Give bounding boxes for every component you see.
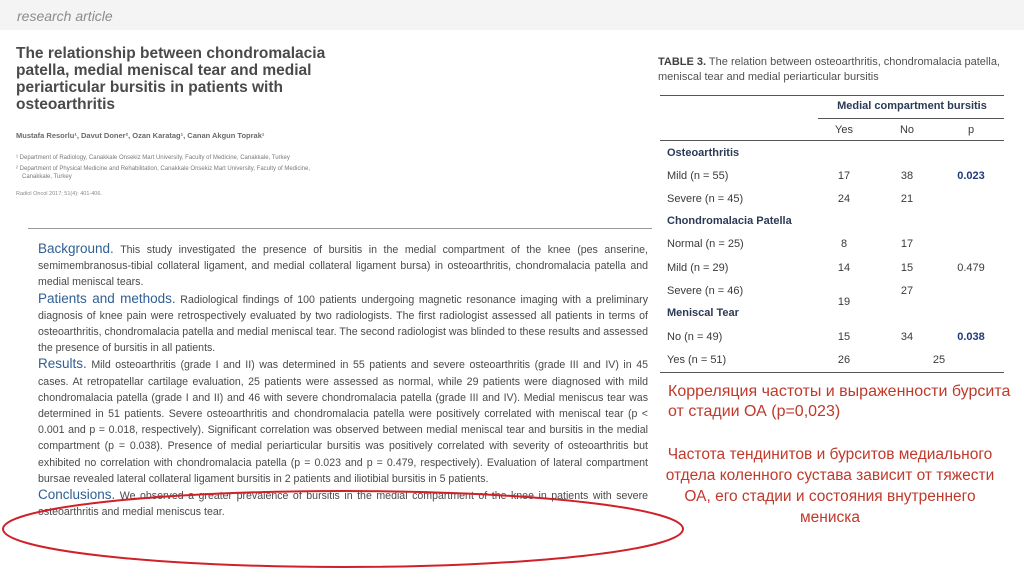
cell-p: 0.038 — [957, 331, 985, 343]
methods-text: Radiological findings of 100 patients undergoing magnetic resonance imaging with a preliminary diagnosis of knee pain were retrospectively evaluated by two radiologists. The first radiologist assessed all patients in terms of osteoarthritis, chondromalacia patella and medial meniscal tear. The second radiologist was blinded to these results and assessed the presence of bursitis in all patients. — [38, 293, 648, 355]
row-label: Severe (n = 45) — [667, 193, 744, 205]
cell-yes: 8 — [840, 238, 848, 250]
section-meniscal-tear: Meniscal Tear — [667, 307, 739, 319]
row-label: Severe (n = 46) — [667, 285, 744, 297]
row-label: No (n = 49) — [667, 331, 723, 343]
col-header-p: p — [967, 124, 975, 136]
methods-heading: Patients and methods. — [38, 290, 176, 306]
col-header-no: No — [899, 124, 915, 136]
section-osteoarthritis: Osteoarthritis — [667, 147, 740, 159]
affiliation-1: ¹ Department of Radiology, Canakkale Onsekiz Mart University, Faculty of Medicine, Canakkale, Turkey — [16, 155, 290, 161]
cell-p: 0.023 — [957, 170, 985, 182]
table-rule-top — [660, 95, 1004, 96]
affiliation-2-cont: Canakkale, Turkey — [22, 174, 72, 180]
annotation-conclusion: Частота тендинитов и бурситов медиального отдела коленного сустава зависит от тяжести ОА, его стадии и состояния внутреннего мениска — [665, 446, 995, 526]
table-label: TABLE 3. — [658, 56, 707, 68]
header-band — [0, 0, 1024, 30]
cell-yes: 17 — [837, 170, 851, 182]
row-label: Mild (n = 55) — [667, 170, 729, 182]
abstract — [38, 241, 648, 520]
cell-yes: 15 — [837, 331, 851, 343]
cell-no: 27 — [900, 285, 914, 297]
group-header: Medial compartment bursitis — [837, 100, 987, 112]
article-authors: Mustafa Resorlu¹, Davut Doner², Ozan Karatag¹, Canan Akgun Toprak¹ — [16, 131, 265, 140]
cell-yes: 19 — [837, 296, 851, 308]
abstract-top-rule — [28, 228, 652, 229]
article-title: The relationship between chondromalacia patella, medial meniscal tear and medial periarticular bursitis in patients with osteoarthritis — [16, 45, 326, 113]
cell-no: 21 — [900, 193, 914, 205]
cell-p: 0.479 — [957, 262, 985, 274]
annotation-correlation: Корреляция частоты и выраженности бурсита от стадии ОА (р=0,023) — [668, 383, 1011, 420]
cell-no: 34 — [900, 331, 914, 343]
cell-yes: 26 — [837, 354, 851, 366]
table-rule-bottom — [660, 372, 1004, 373]
abstract-background — [38, 241, 648, 291]
section-chondromalacia: Chondromalacia Patella — [667, 215, 792, 227]
abstract-results — [38, 356, 648, 487]
cell-no: 38 — [900, 170, 914, 182]
background-text: This study investigated the presence of bursitis in the medial compartment of the knee (pes anserine, semimembranosus-tibial collateral ligament, and medial collateral ligament bursa) in osteoarthritis, chondromalacia patella and medial meniscal tears. — [38, 244, 648, 289]
results-text: Mild osteoarthritis (grade I and II) was determined in 55 patients and severe osteoarthritis (grade III and IV) in 45 cases. At retropatellar cartilage evaluation, 25 patients were assessed as normal, while 29 patients were diagnosed with mild chondromalacia patella (grade I and II) and 46 with severe chondromalacia patella (grade III and IV). Medial meniscus tear was determined in 51 patients. Severe osteoarthritis and chondromalacia patella were positively correlated with meniscal tear (p < 0.001 and p = 0.018, respectively). Significant correlation was observed between medial meniscal tear and bursitis in the medial compartment (p = 0.038). Presence of medial periarticular bursitis was positively correlated with severity of osteoarthritis but exhibited no correlation with chondromalacia patella (p = 0.023 and p = 0.479, respectively). Evaluation of lateral compartment bursae revealed lateral collateral ligament bursitis in 2 patients and iliotibial bursitis in 5 patients. — [38, 359, 648, 485]
row-label: Mild (n = 29) — [667, 262, 729, 274]
table-caption — [658, 55, 1003, 85]
results-heading: Results. — [38, 356, 87, 372]
abstract-conclusions — [38, 487, 648, 520]
table-caption-text: The relation between osteoarthritis, chondromalacia patella, meniscal tear and medial periarticular bursitis — [658, 56, 1000, 83]
abstract-methods — [38, 291, 648, 357]
conclusions-text: We observed a greater prevalence of bursitis in the medial compartment of the knee in patients with severe osteoarthritis and medial meniscus tear. — [38, 490, 648, 519]
row-label: Yes (n = 51) — [667, 354, 727, 366]
cell-no: 17 — [900, 238, 914, 250]
citation: Radiol Oncol 2017; 51(4): 401-406. — [16, 191, 102, 197]
cell-yes: 24 — [837, 193, 851, 205]
background-heading: Background. — [38, 241, 114, 256]
cell-no: 25 — [932, 354, 946, 366]
cell-yes: 14 — [837, 262, 851, 274]
col-header-yes: Yes — [835, 124, 853, 136]
affiliation-2: ² Department of Physical Medicine and Rehabilitation, Canakkale Onsekiz Mart University, Faculty of Medicine, — [16, 166, 311, 172]
row-label: Normal (n = 25) — [667, 238, 744, 250]
conclusions-heading: Conclusions. — [38, 487, 116, 503]
table-rule-header — [660, 140, 1004, 141]
cell-no: 15 — [900, 262, 914, 274]
group-underline — [818, 118, 1004, 119]
section-label: research article — [17, 8, 113, 24]
